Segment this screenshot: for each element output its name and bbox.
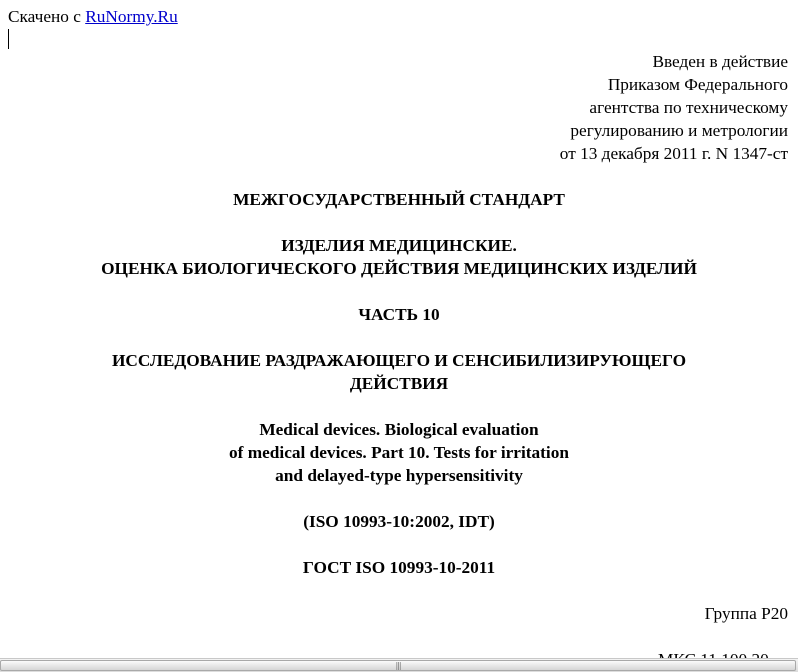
scrollbar-thumb[interactable]	[0, 660, 796, 671]
english-title-line: and delayed-type hypersensitivity	[275, 466, 523, 485]
iso-reference	[0, 510, 798, 533]
english-title	[0, 418, 798, 487]
standard-part-text: ЧАСТЬ 10	[358, 305, 440, 324]
intro-line: от 13 декабря 2011 г. N 1347-ст	[559, 144, 788, 163]
group-code: Группа Р20	[704, 604, 788, 623]
intro-line: регулированию и метрологии	[570, 121, 788, 140]
standard-part	[0, 303, 798, 326]
english-title-line: of medical devices. Part 10. Tests for irritation	[229, 443, 569, 462]
standard-name	[0, 234, 798, 280]
gost-designation	[0, 556, 798, 579]
horizontal-scrollbar[interactable]	[0, 658, 798, 672]
intro-line: Приказом Федерального	[607, 75, 788, 94]
downloaded-prefix: Скачено с	[8, 7, 81, 26]
standard-subject-line: ДЕЙСТВИЯ	[349, 374, 449, 393]
runormy-link[interactable]: RuNormy.Ru	[85, 7, 178, 26]
standard-subject-line: ИССЛЕДОВАНИЕ РАЗДРАЖАЮЩЕГО И СЕНСИБИЛИЗИРУЮЩЕГО	[111, 351, 687, 370]
standard-type	[0, 188, 798, 211]
gost-designation-text: ГОСТ ISO 10993-10-2011	[302, 558, 496, 577]
intro-line: Введен в действие	[652, 52, 788, 71]
downloaded-from-line	[8, 5, 178, 28]
introduction-note	[560, 50, 788, 165]
iso-reference-text: (ISO 10993-10:2002, IDT)	[303, 512, 495, 531]
text-cursor	[8, 29, 9, 49]
standard-name-line: ОЦЕНКА БИОЛОГИЧЕСКОГО ДЕЙСТВИЯ МЕДИЦИНСКИХ ИЗДЕЛИЙ	[101, 259, 697, 278]
grip-lines-icon: |||	[395, 661, 401, 670]
standard-type-text: МЕЖГОСУДАРСТВЕННЫЙ СТАНДАРТ	[233, 190, 565, 209]
english-title-line: Medical devices. Biological evaluation	[259, 420, 539, 439]
intro-line: агентства по техническому	[589, 98, 788, 117]
standard-subject	[0, 349, 798, 395]
standard-name-line: ИЗДЕЛИЯ МЕДИЦИНСКИЕ.	[281, 236, 517, 255]
